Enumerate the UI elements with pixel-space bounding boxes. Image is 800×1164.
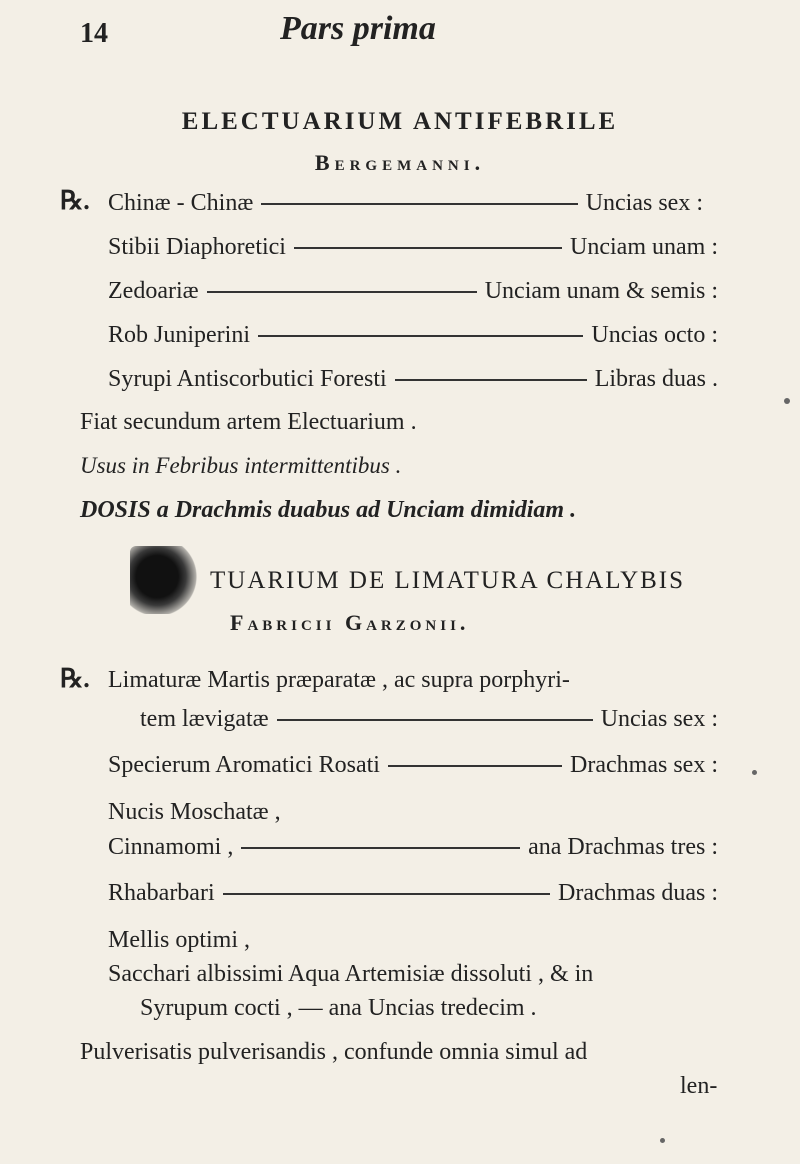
- ingredient-name: tem lævigatæ: [140, 706, 269, 732]
- mellis-line: Mellis optimi ,: [108, 927, 251, 953]
- ingredient-name: Specierum Aromatici Rosati: [108, 752, 380, 778]
- section-subtitle-garzonii: Fabricii Garzonii.: [230, 610, 470, 635]
- ingredient-name: Syrupi Antiscorbutici Foresti: [108, 366, 387, 392]
- recipe-symbol: ℞.: [60, 664, 90, 693]
- nucis-line: Nucis Moschatæ ,: [108, 799, 281, 825]
- ingredient-row: [108, 880, 718, 907]
- fiat-line: Fiat secundum artem Electuarium .: [80, 409, 417, 435]
- ingredient-row: [108, 190, 703, 217]
- paper-speck: [660, 1138, 665, 1143]
- leader-dash: [294, 247, 562, 249]
- leader-dash: [207, 291, 477, 293]
- ingredient-amount: Uncias sex :: [600, 706, 718, 732]
- sacchari-line: Sacchari albissimi Aqua Artemisiæ dissoluti , & in: [108, 961, 594, 987]
- ingredient-amount: Unciam unam & semis :: [484, 278, 718, 304]
- ingredient-row: [108, 234, 718, 261]
- pulverisatis-line: Pulverisatis pulverisandis , confunde omnia simul ad: [80, 1039, 588, 1065]
- ingredient-name: Cinnamomi ,: [108, 834, 234, 860]
- ingredient-name: Stibii Diaphoretici: [108, 234, 286, 260]
- ingredient-row: [108, 834, 718, 861]
- leader-dash: [388, 765, 562, 767]
- paper-speck: [752, 770, 757, 775]
- ingredient-name: Zedoariæ: [108, 278, 199, 304]
- leader-dash: [223, 893, 550, 895]
- ingredient-amount: Uncias sex :: [585, 190, 703, 216]
- page-header: [80, 6, 720, 62]
- ingredient-amount: Libras duas .: [594, 366, 718, 392]
- ingredient-row: [108, 366, 718, 393]
- section-subtitle-bergemanni: Bergemanni.: [314, 150, 486, 175]
- ingredient-amount: Drachmas duas :: [558, 880, 718, 906]
- leader-dash: [241, 847, 520, 849]
- ingredient-amount: Unciam unam :: [570, 234, 718, 260]
- running-head: Pars prima: [280, 10, 436, 47]
- syrupum-line: Syrupum cocti , — ana Uncias tredecim .: [140, 995, 537, 1021]
- ingredient-row: [108, 322, 718, 349]
- leader-dash: [258, 335, 583, 337]
- ingredient-amount: ana Drachmas tres :: [528, 834, 718, 860]
- section-title-limatura-chalybis: TUARIUM DE LIMATURA CHALYBIS: [210, 567, 686, 594]
- dosis-line: DOSIS a Drachmis duabus ad Unciam dimidiam .: [80, 497, 577, 523]
- ingredient-row: [108, 752, 718, 779]
- limaturae-line: Limaturæ Martis præparatæ , ac supra porphyri-: [108, 667, 570, 693]
- catchword: len-: [680, 1073, 718, 1099]
- decorative-initial-ornament: [130, 546, 198, 614]
- ingredient-amount: Drachmas sex :: [570, 752, 718, 778]
- usus-line: Usus in Febribus intermittentibus .: [80, 453, 402, 478]
- ingredient-row: [140, 706, 718, 733]
- ingredient-name: Chinæ - Chinæ: [108, 190, 254, 216]
- ingredient-amount: Uncias octo :: [591, 322, 718, 348]
- leader-dash: [261, 203, 577, 205]
- leader-dash: [395, 379, 587, 381]
- recipe-symbol: ℞.: [60, 186, 90, 215]
- ingredient-name: Rhabarbari: [108, 880, 215, 906]
- page-number: 14: [80, 18, 108, 49]
- section-title-electuarium-antifebrile: ELECTUARIUM ANTIFEBRILE: [181, 108, 619, 135]
- leader-dash: [277, 719, 593, 721]
- ingredient-name: Rob Juniperini: [108, 322, 250, 348]
- paper-speck: [784, 398, 790, 404]
- ingredient-row: [108, 278, 718, 305]
